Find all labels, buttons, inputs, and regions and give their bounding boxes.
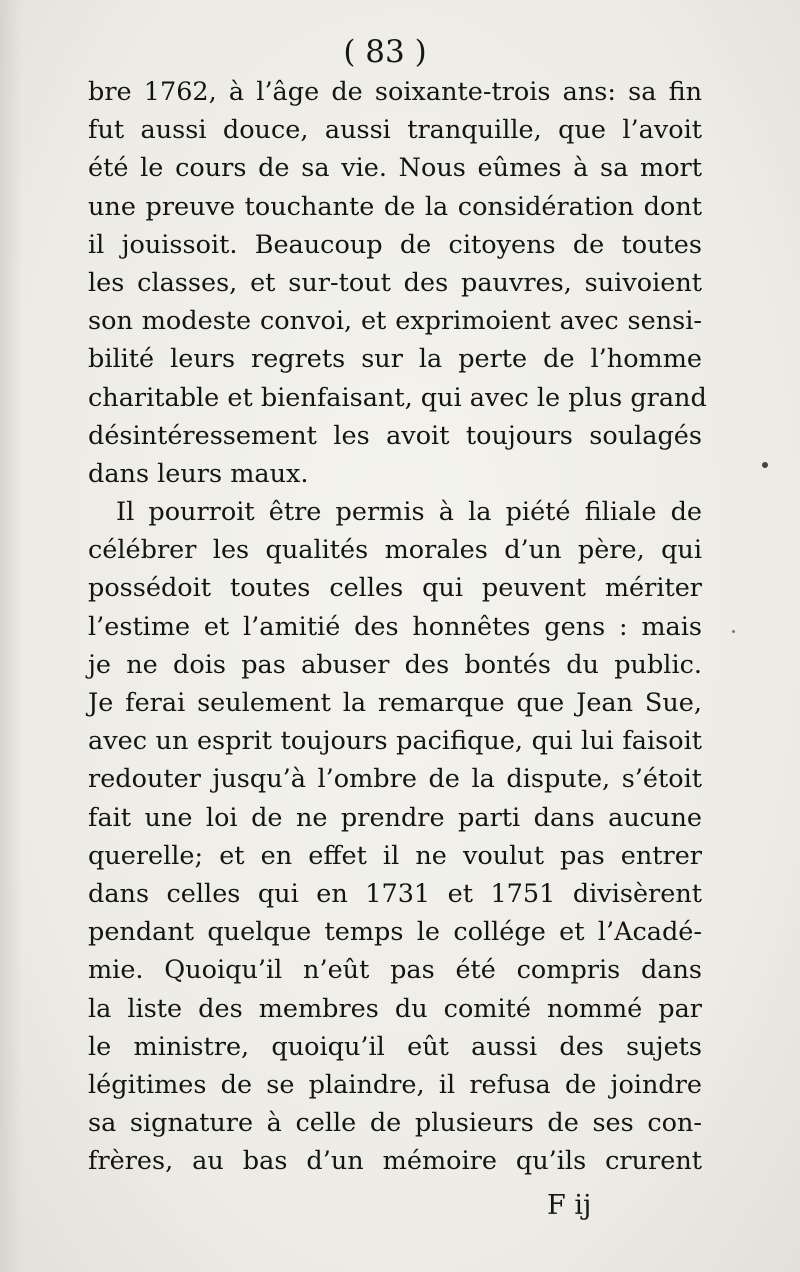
text-line: possédoit toutes celles qui peuvent mériter [88,573,702,604]
text-line: bre 1762, à l’âge de soixante-trois ans: sa fin [88,77,702,107]
text-line: redouter jusqu’à l’ombre de la dispute, s’étoit [88,764,702,795]
text-line: pendant quelque temps le collége et l’Acadé- [88,917,702,948]
text-line: l’estime et l’amitié des honnêtes gens : mais [88,611,702,642]
text-line: fait une loi de ne prendre parti dans aucune [88,802,702,833]
text-line: été le cours de sa vie. Nous eûmes à sa mort [88,153,702,184]
text-line: frères, au bas d’un mémoire qu’ils crurent [88,1146,702,1177]
text-line: dans leurs maux. [88,458,309,489]
text-line: dans celles qui en 1731 et 1751 divisèrent [88,878,702,909]
signature-mark: F ij [547,1190,592,1221]
text-line: les classes, et sur-tout des pauvres, suivoient [88,267,702,298]
ink-speck [762,462,768,468]
text-line: la liste des membres du comité nommé par [88,993,702,1024]
ink-speck [732,630,735,633]
text-line: Je ferai seulement la remarque que Jean Sue, [88,688,702,718]
text-line: mie. Quoiqu’il n’eût pas été compris dans [88,955,702,986]
text-line: il jouissoit. Beaucoup de citoyens de toutes [88,229,702,260]
text-line: fut aussi douce, aussi tranquille, que l’avoit [88,115,702,146]
body-text [88,73,707,1180]
text-line: charitable et bienfaisant, qui avec le plus grand [88,382,707,413]
text-line: je ne dois pas abuser des bontés du public. [88,649,702,680]
text-line: bilité leurs regrets sur la perte de l’homme [88,344,702,375]
page-number: ( 83 ) [343,34,427,70]
text-line: désintéressement les avoit toujours soulagés [88,420,702,451]
paragraph-1 [88,73,707,493]
text-line: une preuve touchante de la considération dont [88,191,702,222]
text-line: son modeste convoi, et exprimoient avec sensi- [88,306,702,337]
text-line: avec un esprit toujours pacifique, qui lui faisoit [88,726,702,757]
text-line: célébrer les qualités morales d’un père, qui [88,535,702,566]
text-line: légitimes de se plaindre, il refusa de joindre [88,1069,702,1100]
text-line: Il pourroit être permis à la piété filiale de [116,497,702,528]
text-line: le ministre, quoiqu’il eût aussi des sujets [88,1031,702,1062]
text-line: sa signature à celle de plusieurs de ses con- [88,1108,702,1139]
paragraph-2 [88,493,702,1180]
text-line: querelle; et en effet il ne voulut pas entrer [88,840,702,871]
